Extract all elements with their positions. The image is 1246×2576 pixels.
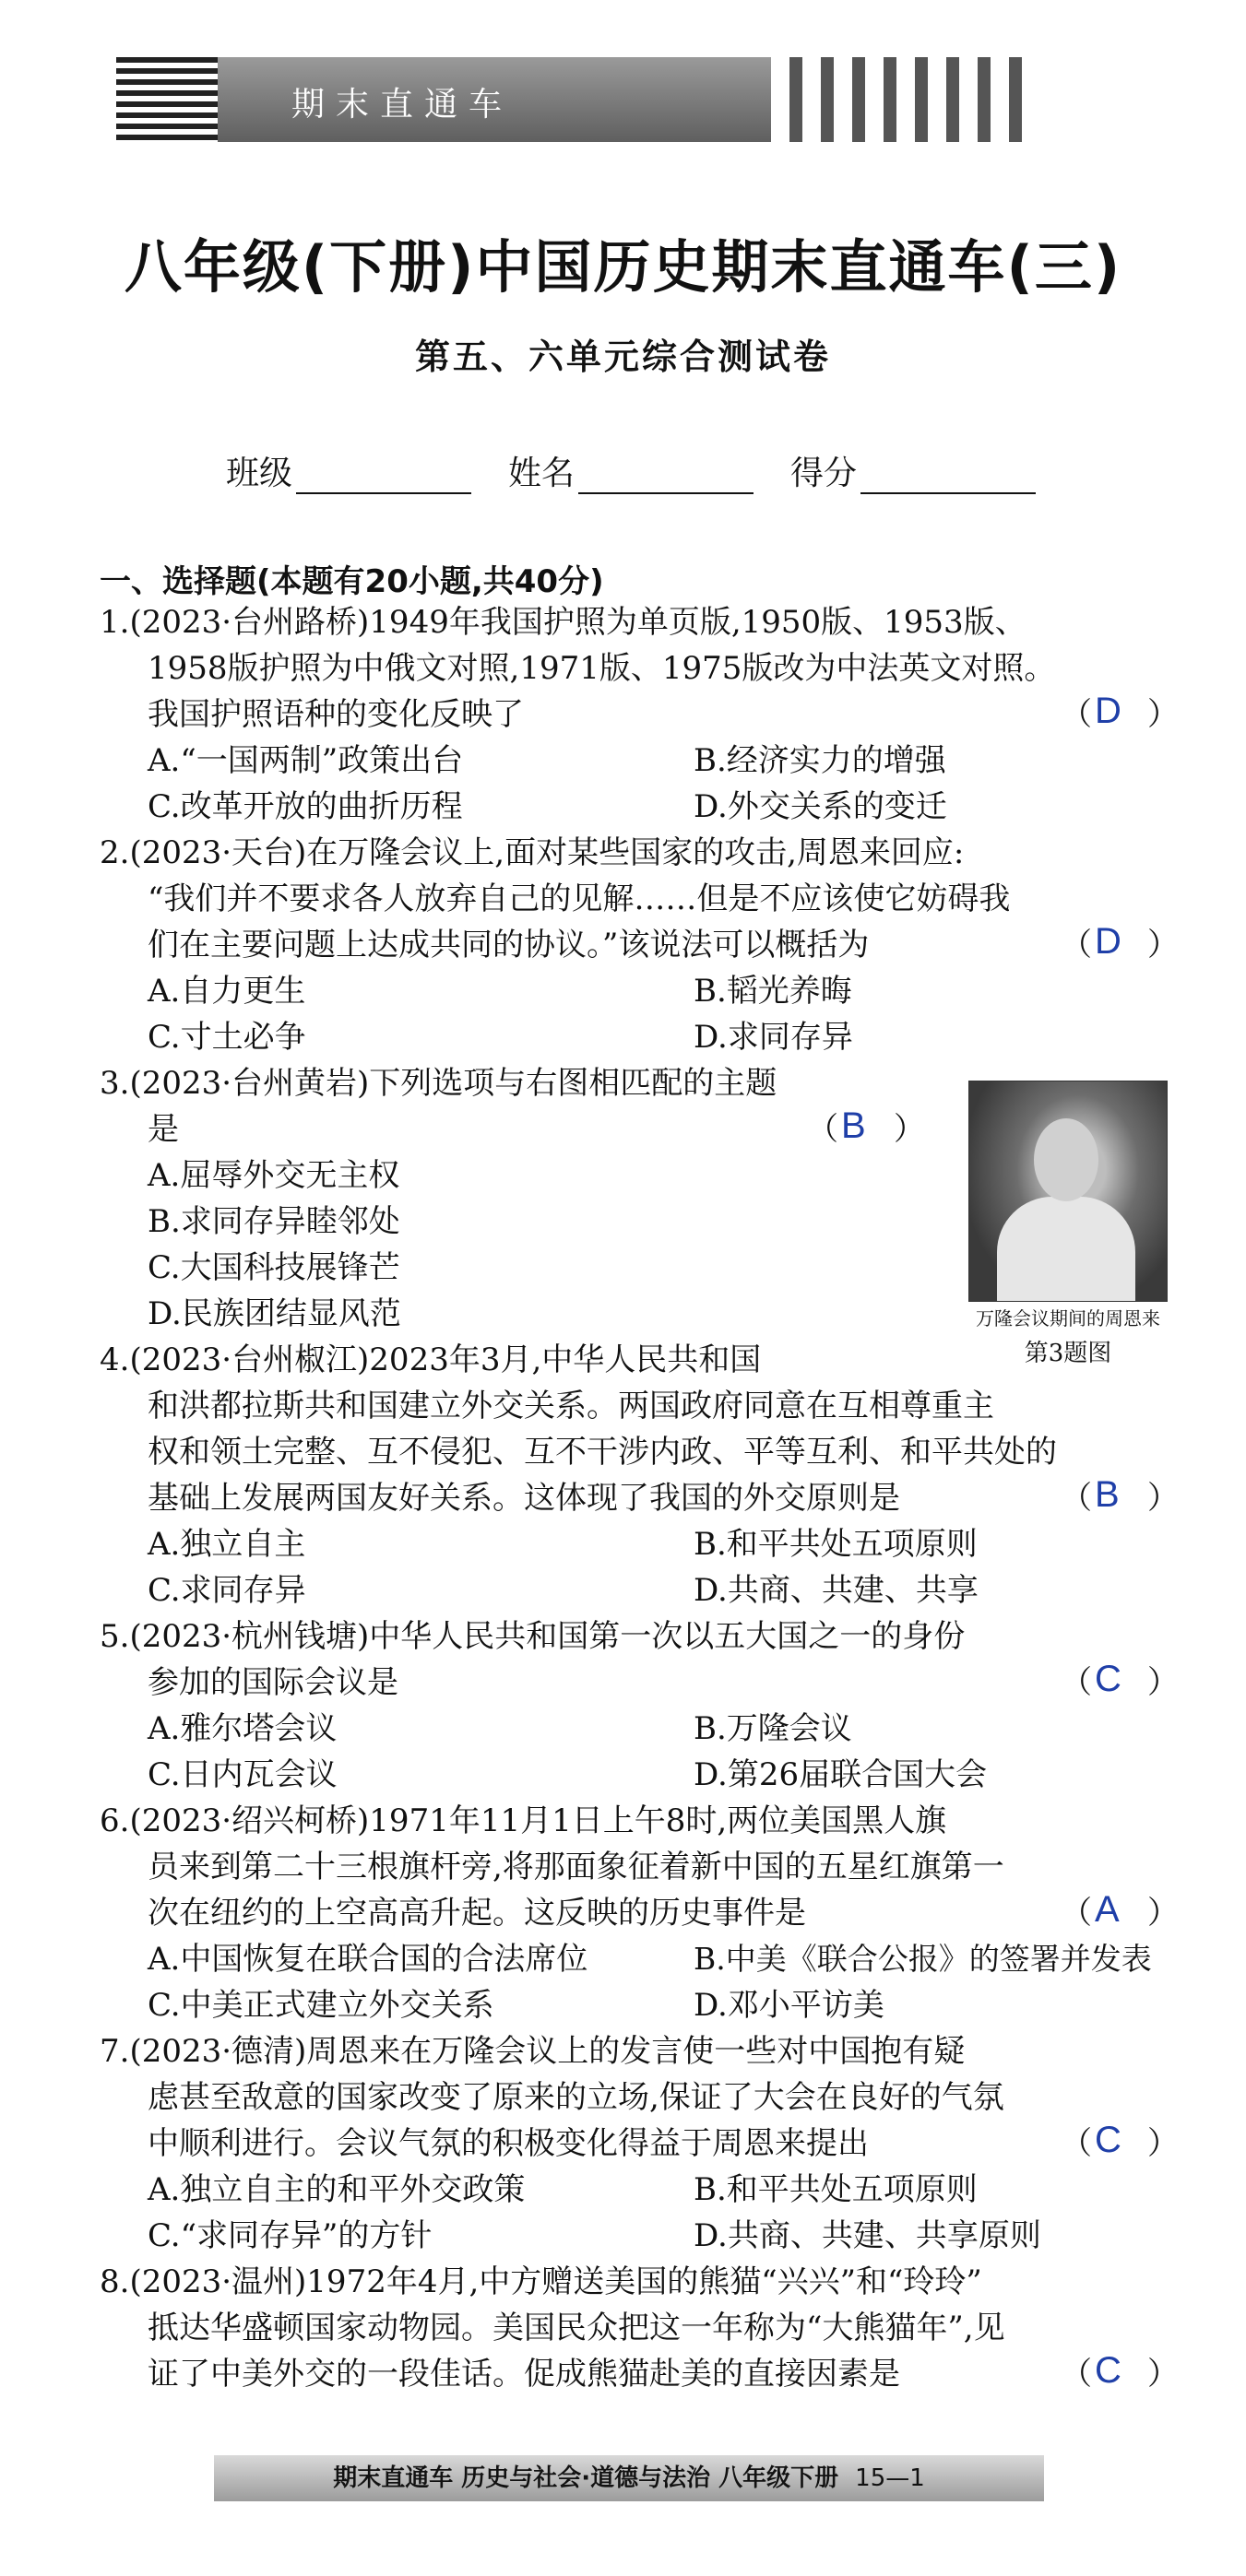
question-text: 基础上发展两国友好关系。这体现了我国的外交原则是 — [148, 1480, 900, 1517]
page-number: 15—1 — [855, 2464, 925, 2492]
banner-stripes-right — [789, 57, 1038, 142]
footer-text: 期末直通车 历史与社会·道德与法治 八年级下册 — [333, 2464, 839, 2492]
question-text: 2.(2023·天台)在万隆会议上,面对某些国家的攻击,周恩来回应: — [100, 834, 965, 871]
page-footer — [214, 2455, 1044, 2501]
zhou-enlai-photo — [968, 1081, 1168, 1302]
student-info-row — [226, 447, 1073, 494]
answer-mark: C — [1095, 2120, 1121, 2160]
banner-title: 期末直通车 — [291, 86, 514, 124]
header-banner — [116, 57, 1121, 142]
question-text: 和洪都拉斯共和国建立外交关系。两国政府同意在互相尊重主 — [148, 1388, 994, 1424]
option-d[interactable]: D.求同存异 — [694, 1019, 853, 1056]
option-d[interactable]: D.民族团结显风范 — [148, 1295, 401, 1332]
question-text: 我国护照语种的变化反映了 — [148, 696, 524, 733]
question-text: 们在主要问题上达成共同的协议。”该说法可以概括为 — [148, 927, 870, 963]
question-text: 员来到第二十三根旗杆旁,将那面象征着新中国的五星红旗第一 — [148, 1849, 1004, 1885]
question-text: “我们并不要求各人放弃自己的见解……但是不应该使它妨碍我 — [148, 880, 1011, 917]
option-b[interactable]: B.万隆会议 — [694, 1710, 852, 1747]
question-text: 是 — [148, 1111, 179, 1148]
question-text: 次在纽约的上空高高升起。这反映的历史事件是 — [148, 1895, 806, 1932]
option-d[interactable]: D.外交关系的变迁 — [694, 788, 947, 825]
question-text: 1958版护照为中俄文对照,1971版、1975版改为中法英文对照。 — [148, 650, 1056, 687]
class-blank[interactable] — [296, 459, 471, 494]
question-text: 6.(2023·绍兴柯桥)1971年11月1日上午8时,两位美国黑人旗 — [100, 1802, 947, 1839]
answer-paren: （ ） — [1061, 1895, 1179, 1932]
answer-paren: （ ） — [1061, 927, 1179, 963]
option-b[interactable]: B.韬光养晦 — [694, 973, 852, 1010]
option-b[interactable]: B.经济实力的增强 — [694, 742, 946, 779]
question-text: 抵达华盛顿国家动物园。美国民众把这一年称为“大熊猫年”,见 — [148, 2310, 1005, 2346]
name-field[interactable] — [508, 447, 754, 494]
answer-paren: （ ） — [1061, 1664, 1179, 1701]
question-text: 中顺利进行。会议气氛的积极变化得益于周恩来提出 — [148, 2125, 869, 2162]
option-a[interactable]: A.自力更生 — [148, 973, 306, 1010]
answer-paren: （ ） — [1061, 696, 1179, 733]
option-a[interactable]: A.屈辱外交无主权 — [148, 1157, 400, 1194]
page-title: 八年级(下册)中国历史期末直通车(三) — [124, 233, 1122, 301]
answer-paren: （ ） — [1061, 1480, 1179, 1517]
answer-mark: A — [1095, 1889, 1120, 1930]
name-label: 姓名 — [508, 455, 576, 492]
option-b[interactable]: B.求同存异睦邻处 — [148, 1203, 400, 1240]
option-b[interactable]: B.和平共处五项原则 — [694, 1526, 978, 1563]
score-label: 得分 — [790, 455, 858, 492]
class-field[interactable] — [226, 447, 471, 494]
answer-paren: （ ） — [807, 1111, 925, 1148]
option-c[interactable]: C.日内瓦会议 — [148, 1756, 338, 1793]
answer-mark: C — [1095, 1659, 1121, 1699]
option-b[interactable]: B.中美《联合公报》的签署并发表 — [694, 1941, 1152, 1977]
question-text: 虑甚至敌意的国家改变了原来的立场,保证了大会在良好的气氛 — [148, 2079, 1004, 2116]
answer-mark: C — [1095, 2350, 1121, 2391]
option-d[interactable]: D.第26届联合国大会 — [694, 1756, 988, 1793]
section-heading: 一、选择题(本题有20小题,共40分) — [100, 563, 604, 600]
figure-caption: 万隆会议期间的周恩来 — [976, 1307, 1160, 1329]
question-text: 证了中美外交的一段佳话。促成熊猫赴美的直接因素是 — [148, 2356, 900, 2393]
answer-mark: B — [841, 1105, 866, 1146]
option-c[interactable]: C.“求同存异”的方针 — [148, 2217, 433, 2254]
option-a[interactable]: A.独立自主的和平外交政策 — [148, 2171, 526, 2208]
question-text: 1.(2023·台州路桥)1949年我国护照为单页版,1950版、1953版、 — [100, 604, 1026, 641]
answer-mark: D — [1095, 921, 1121, 962]
question-text: 7.(2023·德清)周恩来在万隆会议上的发言使一些对中国抱有疑 — [100, 2033, 966, 2070]
score-blank[interactable] — [860, 459, 1036, 494]
option-a[interactable]: A.“一国两制”政策出台 — [148, 742, 464, 779]
answer-paren: （ ） — [1061, 2356, 1179, 2393]
photo-figure-body — [997, 1197, 1135, 1301]
option-c[interactable]: C.改革开放的曲折历程 — [148, 788, 463, 825]
option-b[interactable]: B.和平共处五项原则 — [694, 2171, 978, 2208]
option-c[interactable]: C.求同存异 — [148, 1572, 306, 1609]
question-text: 5.(2023·杭州钱塘)中华人民共和国第一次以五大国之一的身份 — [100, 1618, 966, 1655]
option-d[interactable]: D.共商、共建、共享原则 — [694, 2217, 1041, 2254]
question-text: 8.(2023·温州)1972年4月,中方赠送美国的熊猫“兴兴”和“玲玲” — [100, 2263, 982, 2300]
option-a[interactable]: A.独立自主 — [148, 1526, 306, 1563]
answer-mark: B — [1095, 1474, 1120, 1515]
class-label: 班级 — [226, 455, 293, 492]
question-text: 权和领土完整、互不侵犯、互不干涉内政、平等互利、和平共处的 — [148, 1434, 1057, 1471]
question-text: 参加的国际会议是 — [148, 1664, 398, 1701]
option-a[interactable]: A.中国恢复在联合国的合法席位 — [148, 1941, 588, 1978]
question-text: 3.(2023·台州黄岩)下列选项与右图相匹配的主题 — [100, 1065, 777, 1102]
name-blank[interactable] — [578, 459, 754, 494]
option-c[interactable]: C.中美正式建立外交关系 — [148, 1987, 494, 2024]
figure-label: 第3题图 — [1024, 1340, 1112, 1367]
option-c[interactable]: C.大国科技展锋芒 — [148, 1249, 400, 1286]
option-c[interactable]: C.寸土必争 — [148, 1019, 306, 1056]
option-d[interactable]: D.邓小平访美 — [694, 1987, 884, 2024]
answer-mark: D — [1095, 691, 1121, 731]
question-text: 4.(2023·台州椒江)2023年3月,中华人民共和国 — [100, 1341, 762, 1378]
photo-figure-face — [1034, 1118, 1098, 1201]
option-a[interactable]: A.雅尔塔会议 — [148, 1710, 338, 1747]
answer-paren: （ ） — [1061, 2125, 1179, 2162]
page-subtitle: 第五、六单元综合测试卷 — [414, 337, 831, 377]
banner-stripes-left — [116, 57, 218, 142]
option-d[interactable]: D.共商、共建、共享 — [694, 1572, 979, 1609]
score-field[interactable] — [790, 447, 1036, 494]
